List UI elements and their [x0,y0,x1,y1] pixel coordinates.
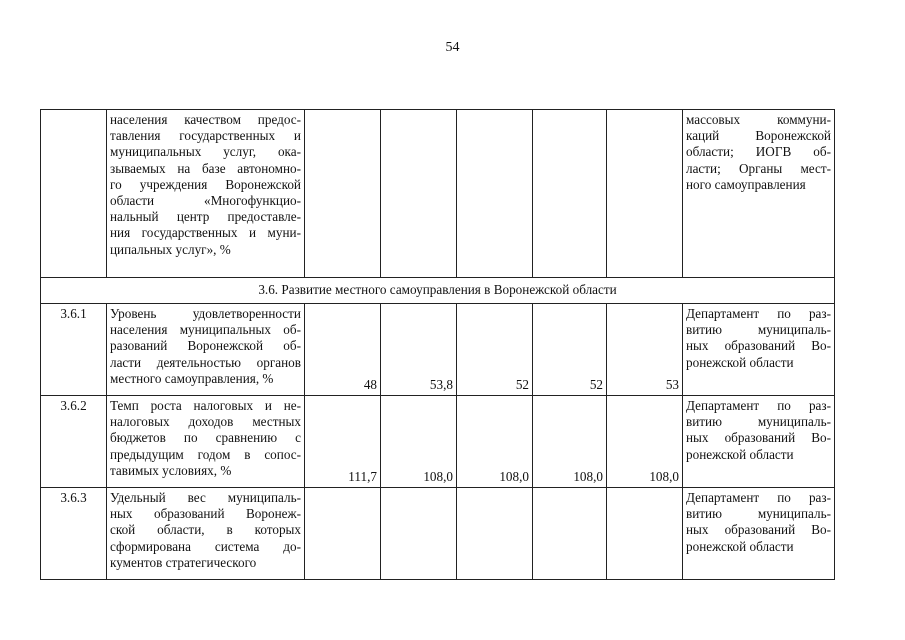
value-cell: 108,0 [533,396,607,488]
value-cell [607,488,683,580]
indicator-line: нальный центр предоставле- [110,209,301,225]
executor-line: Департамент по раз- [686,490,831,505]
value-cell: 111,7 [305,396,381,488]
executor-line: витию муниципаль- [686,506,831,522]
executor-line: витию муниципаль- [686,322,831,338]
value-cell: 53,8 [381,304,457,396]
executor-line: области; ИОГВ об- [686,144,831,160]
indicator-line: тавления государственных и [110,128,301,144]
page-number: 54 [445,40,460,55]
value-cell: 53 [607,304,683,396]
row-number [41,110,107,278]
indicator-line: Уровень удовлетворенности [110,306,301,321]
section-title: 3.6. Развитие местного самоуправления в Воронежской области [41,278,835,304]
row-number: 3.6.2 [41,396,107,488]
indicator-cell [107,110,305,278]
indicator-line: населения качеством предос- [110,112,301,127]
executor-cell [683,110,835,278]
table-row [41,396,835,488]
executor-line: массовых коммуни- [686,112,831,127]
value-cell [533,110,607,278]
indicators-table [40,109,835,580]
value-cell: 108,0 [457,396,533,488]
value-cell [381,488,457,580]
executor-line: ронежской области [686,354,794,370]
indicator-line: местного самоуправления, % [110,370,274,386]
executor-line: ных образований Во- [686,522,831,538]
indicator-cell [107,304,305,396]
executor-line: Департамент по раз- [686,398,831,413]
indicator-line: тавимых условиях, % [110,462,232,478]
indicator-line: ципальных услуг», % [110,241,231,257]
indicator-line: разований Воронежской об- [110,338,301,354]
executor-cell [683,396,835,488]
value-cell [533,488,607,580]
indicator-line: зываемых на базе автономно- [110,160,301,176]
executor-line: Департамент по раз- [686,306,831,321]
indicator-line: ния государственных и муни- [110,225,301,241]
value-cell [607,110,683,278]
table-row [41,278,835,304]
indicator-line: муниципальных услуг, ока- [110,144,301,160]
indicator-line: налоговых доходов местных [110,414,301,430]
executor-line: ласти; Органы мест- [686,160,831,176]
value-cell [305,488,381,580]
indicator-line: населения муниципальных об- [110,322,301,338]
indicator-cell [107,396,305,488]
indicator-line: бюджетов по сравнению с [110,430,301,446]
executor-line: ных образований Во- [686,430,831,446]
table-body [41,110,835,580]
executor-line: ронежской области [686,446,794,462]
row-number: 3.6.3 [41,488,107,580]
indicator-line: сформирована система до- [110,538,301,554]
indicator-line: ных образований Воронеж- [110,506,301,522]
indicator-line: ласти деятельностью органов [110,354,301,370]
value-cell: 52 [457,304,533,396]
value-cell: 108,0 [607,396,683,488]
value-cell: 48 [305,304,381,396]
table-row [41,488,835,580]
value-cell [457,488,533,580]
indicator-line: Темп роста налоговых и не- [110,398,301,413]
indicator-line: Удельный вес муниципаль- [110,490,301,505]
indicator-line: го учреждения Воронежской [110,176,301,192]
executor-line: ных образований Во- [686,338,831,354]
indicator-line: ской области, в которых [110,522,301,538]
table-row [41,304,835,396]
executor-line: ного самоуправления [686,176,806,192]
table-row [41,110,835,278]
value-cell: 52 [533,304,607,396]
executor-line: витию муниципаль- [686,414,831,430]
value-cell: 108,0 [381,396,457,488]
indicator-line: предыдущим годом в сопос- [110,446,301,462]
indicator-line: кументов стратегического [110,554,257,570]
executor-cell [683,304,835,396]
indicator-line: области «Многофункцио- [110,193,301,209]
value-cell [457,110,533,278]
value-cell [305,110,381,278]
executor-cell [683,488,835,580]
executor-line: ронежской области [686,538,794,554]
value-cell [381,110,457,278]
executor-line: каций Воронежской [686,128,831,144]
row-number: 3.6.1 [41,304,107,396]
indicator-cell [107,488,305,580]
